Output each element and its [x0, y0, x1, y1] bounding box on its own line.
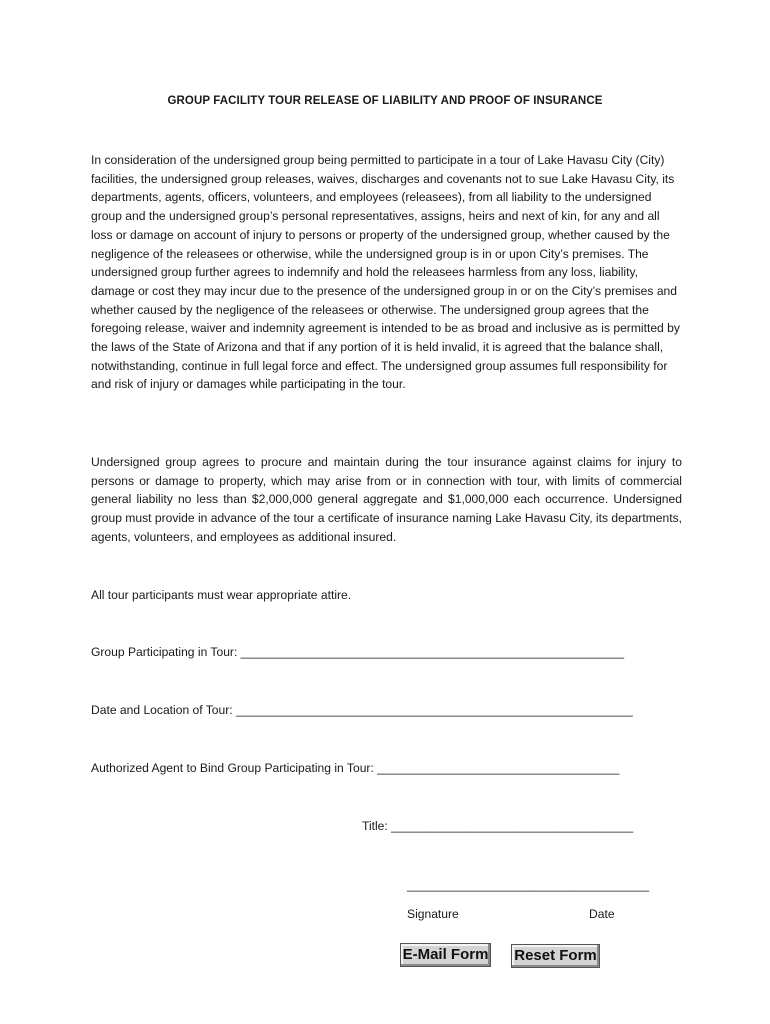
email-form-button[interactable]: E-Mail Form: [400, 943, 491, 967]
title-field[interactable]: Title: ____________________________________: [362, 819, 634, 833]
attire-paragraph: All tour participants must wear appropriate attire.: [91, 588, 352, 602]
date-label: Date: [589, 907, 615, 921]
signature-label: Signature: [407, 907, 459, 921]
group-participating-field[interactable]: Group Participating in Tour: _________________________________________________________: [91, 645, 625, 659]
signature-line[interactable]: ____________________________________: [407, 878, 650, 892]
date-location-field[interactable]: Date and Location of Tour: ___________________________________________________________: [91, 703, 633, 717]
reset-form-button[interactable]: Reset Form: [511, 944, 600, 968]
insurance-paragraph: Undersigned group agrees to procure and maintain during the tour insurance against claims for injury to persons or damage to property, which may arise from or in connection with tour, with limits of commercial general liability no less than $2,000,000 general aggregate and $1,000,000 each occurrence. Undersigned group must provide in advance of the tour a certificate of insurance naming Lake Havasu City, its departments, agents, volunteers, and employees as additional insured.: [91, 455, 682, 544]
document-title: GROUP FACILITY TOUR RELEASE OF LIABILITY AND PROOF OF INSURANCE: [167, 95, 603, 107]
authorized-agent-field[interactable]: Authorized Agent to Bind Group Participating in Tour: ____________________________________: [91, 761, 620, 775]
release-paragraph: In consideration of the undersigned group being permitted to participate in a tour of Lake Havasu City (City) facilities, the undersigned group releases, waives, discharges and covenants not to sue Lake Havasu City, its departments, agents, officers, volunteers, and employees (releasees), from all liability to the undersigned group and the undersigned group’s personal representatives, assigns, heirs and next of kin, for any and all loss or damage on account of injury to persons or property of the undersigned group, whether caused by the negligence of the releasees or otherwise, while the undersigned group is in or upon City’s premises. The undersigned group further agrees to indemnify and hold the releasees harmless from any loss, liability, damage or cost they may incur due to the presence of the undersigned group in or on the City’s premises and whether caused by the negligence of the releasees or otherwise. The undersigned group agrees that the foregoing release, waiver and indemnity agreement is intended to be as broad and inclusive as is permitted by the laws of the State of Arizona and that if any portion of it is held invalid, it is agreed that the balance shall, notwithstanding, continue in full legal force and effect. The undersigned group assumes full responsibility for and risk of injury or damages while participating in the tour.: [91, 153, 680, 392]
